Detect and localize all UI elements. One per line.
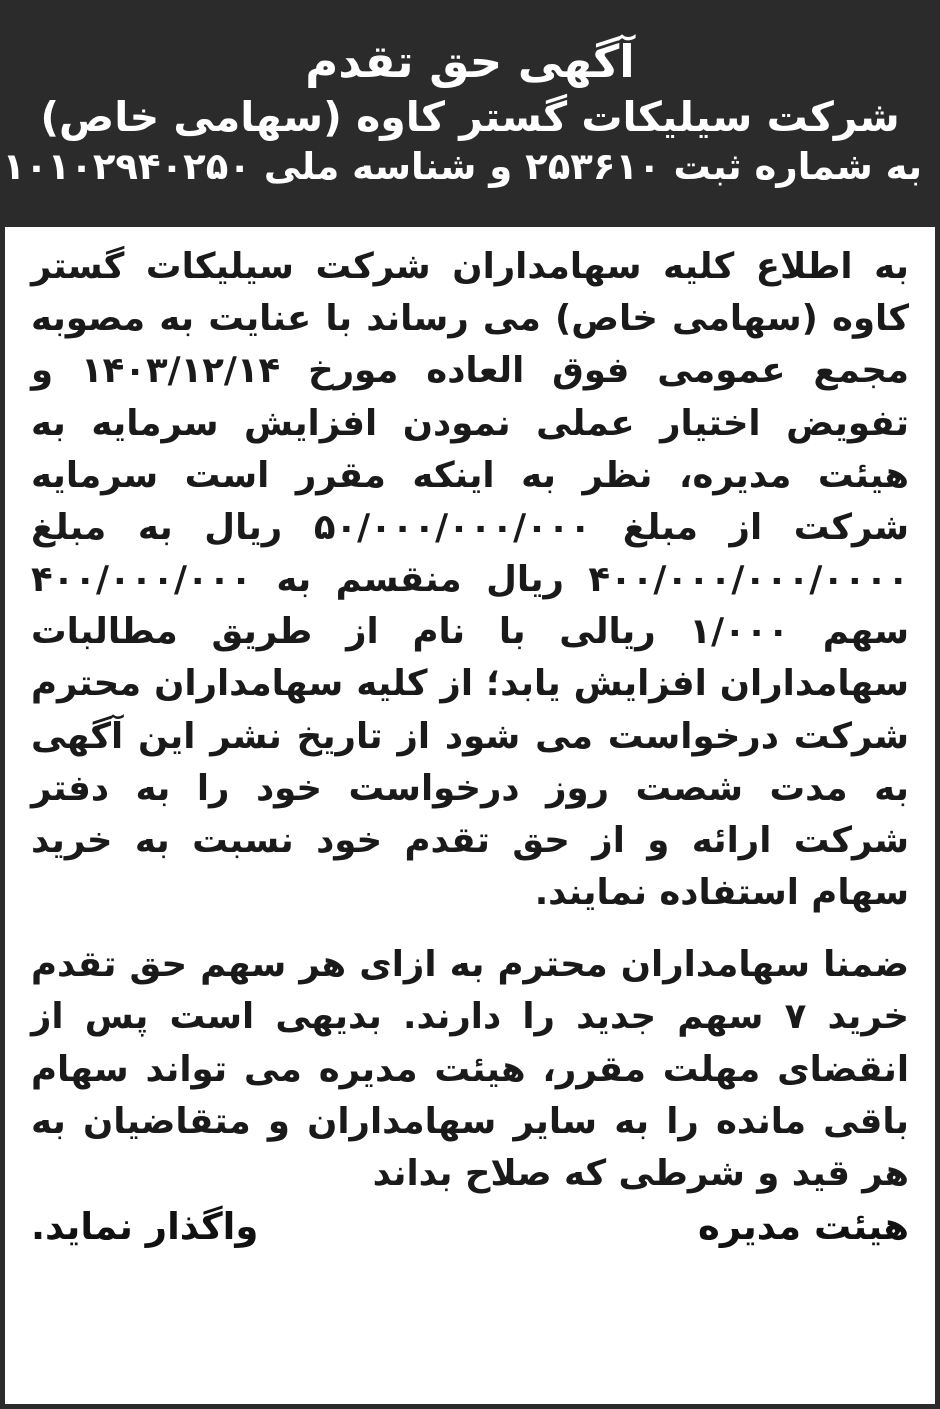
- notice-closing-phrase: واگذار نماید.: [31, 1205, 259, 1249]
- registration-identifiers: به شماره ثبت ۲۵۳۶۱۰ و شناسه ملی ۱۰۱۰۲۹۴۰۲۵۰: [2, 145, 922, 189]
- notice-title: آگهی حق تقدم: [305, 35, 635, 89]
- notice-header: [0, 0, 940, 227]
- company-name: شرکت سیلیکات گستر کاوه (سهامی خاص): [40, 93, 900, 142]
- notice-paragraph-capital-increase: به اطلاع کلیه سهامداران شرکت سیلیکات گستر کاوه (سهامی خاص) می رساند با عنایت به مصوبه مجمع عمومی فوق العاده مورخ ۱۴۰۳/۱۲/۱۴ و تفویض اختیار عملی نمودن افزایش سرمایه به هیئت مدیره، نظر به اینکه مقرر است سرمایه شرکت از مبلغ ۵۰/۰۰۰/۰۰۰/۰۰۰ ریال به مبلغ ۴۰۰/۰۰۰/۰۰۰/۰۰۰۰ ریال منقسم به ۴۰۰/۰۰۰/۰۰۰ سهم ۱/۰۰۰ ریالی با نام از طریق مطالبات سهامداران افزایش یابد؛ از کلیه سهامداران محترم شرکت درخواست می شود از تاریخ نشر این آگهی به مدت شصت روز درخواست خود را به دفتر شرکت ارائه و از حق تقدم خود نسبت به خرید سهام استفاده نمایند.: [31, 246, 909, 914]
- signature-row: [31, 1202, 909, 1252]
- notice-body: [0, 227, 940, 1409]
- board-signature: هیئت مدیره: [698, 1205, 909, 1249]
- notice-paragraph-subscription-ratio: ضمنا سهامداران محترم به ازای هر سهم حق تقدم خرید ۷ سهم جدید را دارند. بدیهی است پس از انقضای مهلت مقرر، هیئت مدیره می تواند سهام باقی مانده را به سایر سهامداران و متقاضیان به هر قید و شرطی که صلاح بداند: [31, 944, 910, 1194]
